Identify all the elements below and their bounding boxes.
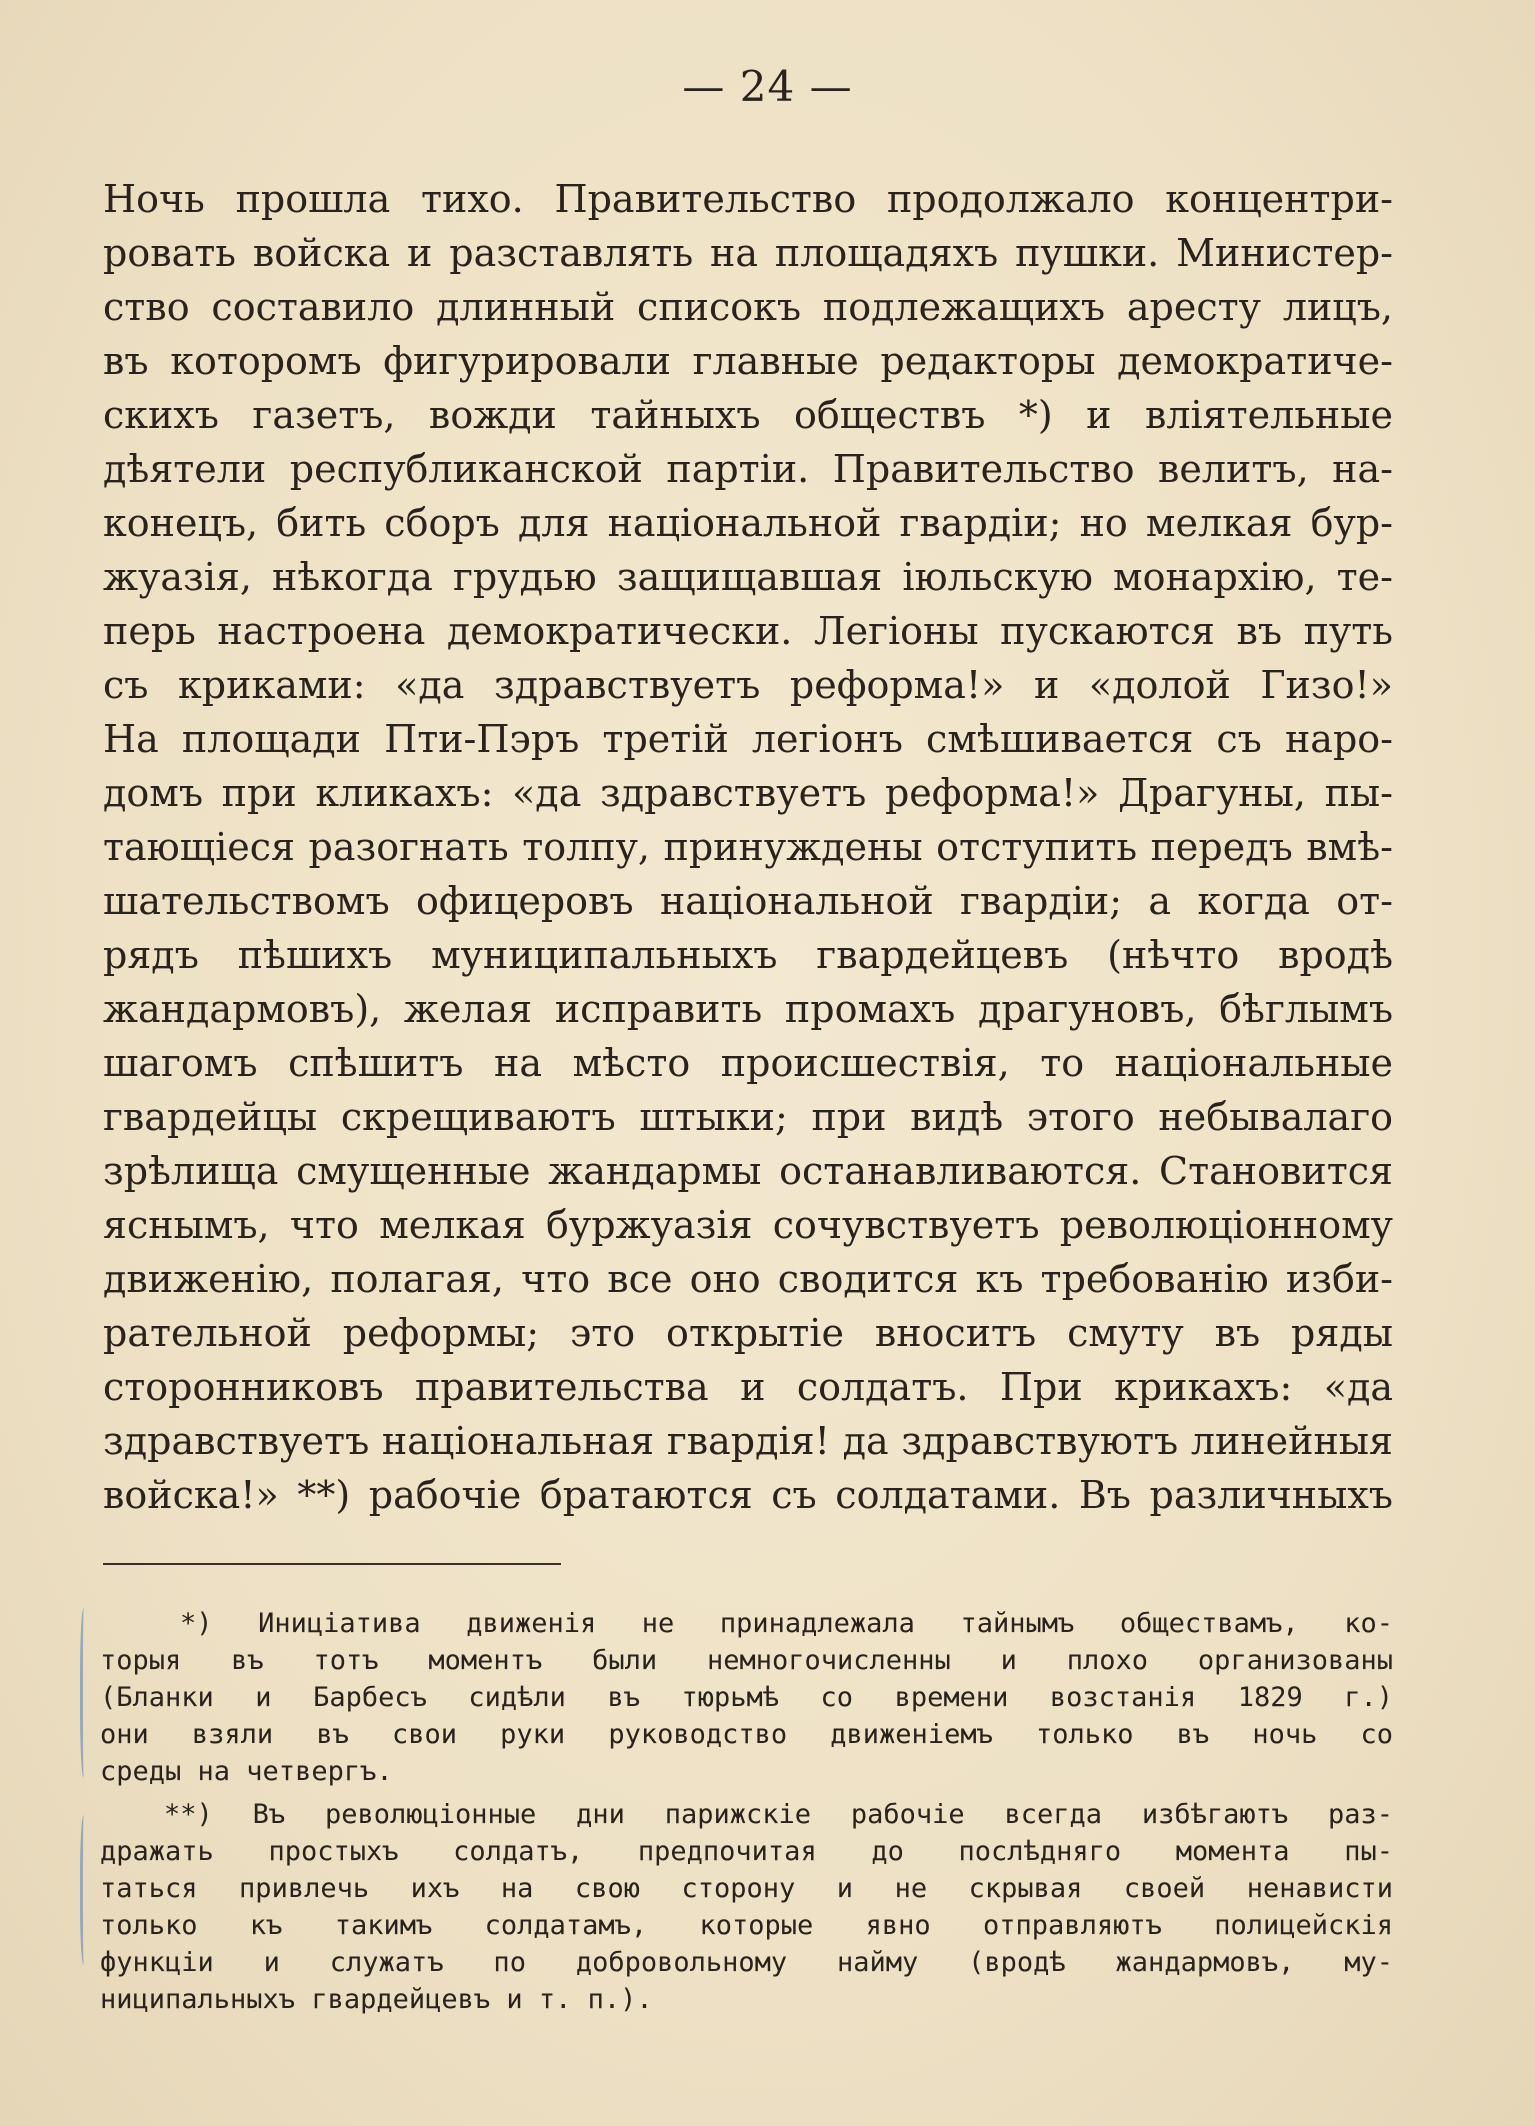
body-line: зрѣлища смущенные жандармы останавливаются. Становится <box>103 1149 1393 1193</box>
body-text <box>103 172 1393 1522</box>
body-line: тающіеся разогнать толпу, принуждены отступить передъ вмѣ- <box>103 825 1393 869</box>
body-line: шательствомъ офицеровъ національной гвардіи; а когда от- <box>103 879 1393 923</box>
body-line: сторонниковъ правительства и солдатъ. При крикахъ: «да <box>103 1365 1393 1409</box>
body-line: въ которомъ фигурировали главные редакторы демократиче- <box>103 339 1393 383</box>
body-line: ство составило длинный списокъ подлежащихъ аресту лицъ, <box>103 285 1393 329</box>
footnote-1-line: среды на четвергъ. <box>100 1756 393 1787</box>
footnote-1-line: они взяли въ свои руки руководство движеніемъ только въ ночь со <box>100 1719 1393 1750</box>
body-line: На площади Пти-Пэръ третій легіонъ смѣшивается съ наро- <box>103 717 1393 761</box>
body-line: яснымъ, что мелкая буржуазія сочувствуетъ революціонному <box>103 1203 1393 1247</box>
body-line: ровать войска и разставлять на площадяхъ пушки. Министер- <box>103 231 1393 275</box>
body-line: перь настроена демократически. Легіоны пускаются въ путь <box>103 609 1393 653</box>
body-line: рядъ пѣшихъ муниципальныхъ гвардейцевъ (нѣчто вродѣ <box>103 933 1393 977</box>
pencil-margin-mark <box>80 1608 89 1778</box>
body-line: рательной реформы; это открытіе вноситъ смуту въ ряды <box>103 1311 1393 1355</box>
footnote-2-line: функціи и служатъ по добровольному найму (вродѣ жандармовъ, му- <box>100 1947 1393 1978</box>
pencil-margin-mark <box>80 1815 89 1965</box>
body-line: войска!» **) рабочіе братаются съ солдатами. Въ различныхъ <box>103 1473 1393 1517</box>
body-line: шагомъ спѣшитъ на мѣсто происшествія, то національные <box>103 1041 1393 1085</box>
body-line: жуазія, нѣкогда грудью защищавшая іюльскую монархію, те- <box>103 555 1393 599</box>
page-number: — 24 — <box>682 62 853 111</box>
body-line: Ночь прошла тихо. Правительство продолжало концентри- <box>103 177 1393 221</box>
footnote-divider <box>103 1563 561 1565</box>
footnote-1-line: (Бланки и Барбесъ сидѣли въ тюрьмѣ со времени возстанія 1829 г.) <box>100 1682 1393 1713</box>
footnote-2-line: **) Въ революціонные дни парижскіе рабочіе всегда избѣгаютъ раз- <box>164 1799 1393 1830</box>
footnote-1-line: торыя въ тотъ моментъ были немногочисленны и плохо организованы <box>100 1645 1393 1676</box>
footnote-2-line: только къ такимъ солдатамъ, которые явно отправляютъ полицейскія <box>100 1910 1393 1941</box>
footnote-1-line: *) Иниціатива движенія не принадлежала тайнымъ обществамъ, ко- <box>180 1608 1393 1639</box>
body-line: съ криками: «да здравствуетъ реформа!» и «долой Гизо!» <box>103 663 1393 707</box>
body-line: здравствуетъ національная гвардія! да здравствуютъ линейныя <box>103 1419 1393 1463</box>
body-line: дѣятели республиканской партіи. Правительство велитъ, на- <box>103 447 1393 491</box>
footnote-2-line: ниципальныхъ гвардейцевъ и т. п.). <box>100 1984 653 2015</box>
body-line: гвардейцы скрещиваютъ штыки; при видѣ этого небывалаго <box>103 1095 1393 1139</box>
footnote-2-line: дражать простыхъ солдатъ, предпочитая до послѣдняго момента пы- <box>100 1836 1393 1867</box>
body-line: скихъ газетъ, вожди тайныхъ обществъ *) и вліятельные <box>103 393 1393 437</box>
body-line: конецъ, бить сборъ для національной гвардіи; но мелкая бур- <box>103 501 1393 545</box>
body-line: жандармовъ), желая исправить промахъ драгуновъ, бѣглымъ <box>103 987 1393 1031</box>
footnote-2-line: таться привлечь ихъ на свою сторону и не скрывая своей ненависти <box>100 1873 1393 1904</box>
body-line: движенію, полагая, что все оно сводится къ требованію изби- <box>103 1257 1393 1301</box>
footnotes <box>100 1605 1393 2018</box>
body-line: домъ при кликахъ: «да здравствуетъ реформа!» Драгуны, пы- <box>103 771 1393 815</box>
